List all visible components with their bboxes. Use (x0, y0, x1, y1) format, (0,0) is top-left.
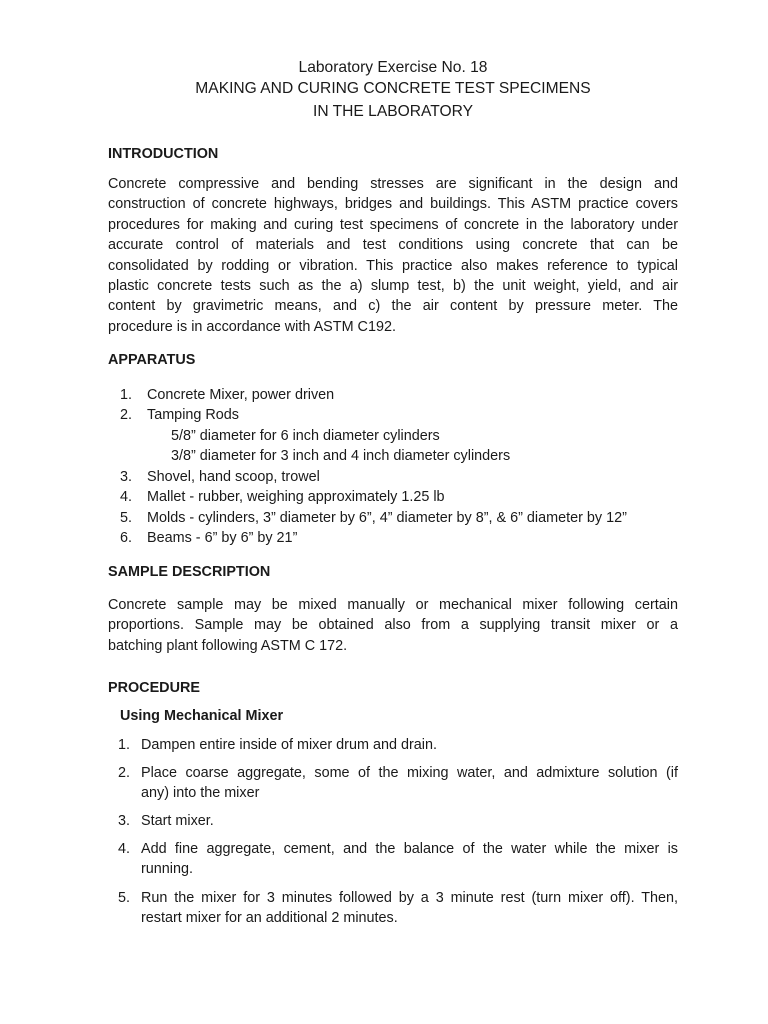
list-number: 6. (120, 530, 133, 546)
step-text (141, 839, 678, 880)
step-number: 3. (118, 813, 131, 829)
step-line: Dampen entire inside of mixer drum and drain. (141, 737, 437, 753)
list-text: Molds - cylinders, 3” diameter by 6”, 4” diameter by 8”, & 6” diameter by 12” (147, 510, 627, 526)
list-number: 3. (120, 469, 133, 485)
step-line: Run the mixer for 3 minutes followed by a 3 minute rest (turn mixer off). Then, (141, 890, 678, 906)
paragraph-line: proportions. Sample may be obtained also from a supplying transit mixer or a (108, 617, 678, 634)
section-heading-apparatus: APPARATUS (108, 352, 196, 368)
step-text (141, 888, 678, 929)
step-text (141, 735, 678, 755)
section-heading-introduction: INTRODUCTION (108, 146, 219, 162)
step-line: Start mixer. (141, 813, 214, 829)
step-line: restart mixer for an additional 2 minutes. (141, 910, 398, 927)
paragraph-line: plastic concrete tests such as the a) slump test, b) the unit weight, yield, and air (108, 277, 678, 294)
paragraph-line: procedures for making and curing test specimens of concrete in the laboratory under (108, 216, 678, 233)
list-sub-item: 3/8” diameter for 3 inch and 4 inch diameter cylinders (171, 448, 511, 464)
document-page (108, 0, 678, 1024)
section-heading-sample-description: SAMPLE DESCRIPTION (108, 564, 271, 580)
list-text: Mallet - rubber, weighing approximately 1.25 lb (147, 489, 445, 505)
document-title: MAKING AND CURING CONCRETE TEST SPECIMENS (195, 80, 591, 97)
list-text: Tamping Rods (147, 407, 239, 423)
list-number: 2. (120, 407, 133, 423)
paragraph-line: accurate control of materials and test conditions using concrete that can be (108, 237, 678, 254)
step-line: any) into the mixer (141, 785, 260, 802)
step-number: 4. (118, 841, 131, 857)
list-number: 5. (120, 510, 133, 526)
paragraph-line: consolidated by rodding or vibration. This practice also makes reference to typical (108, 257, 678, 274)
step-number: 1. (118, 737, 131, 753)
document-title-line2: IN THE LABORATORY (312, 103, 474, 120)
sample-description-paragraph (108, 595, 678, 656)
list-text: Shovel, hand scoop, trowel (147, 469, 320, 485)
list-text: Concrete Mixer, power driven (147, 387, 335, 403)
procedure-subheading: Using Mechanical Mixer (120, 708, 284, 724)
step-text (141, 763, 678, 804)
paragraph-line: content by gravimetric means, and c) the air content by pressure meter. The (108, 298, 678, 315)
list-number: 4. (120, 489, 133, 505)
paragraph-line: Concrete sample may be mixed manually or mechanical mixer following certain (108, 597, 678, 613)
step-text (141, 811, 678, 831)
paragraph-line: Concrete compressive and bending stresses are significant in the design and (108, 176, 678, 192)
list-text: Beams - 6” by 6” by 21” (147, 530, 298, 546)
step-line: Add fine aggregate, cement, and the balance of the water while the mixer is (141, 841, 678, 857)
section-heading-procedure: PROCEDURE (108, 680, 200, 696)
step-number: 5. (118, 890, 131, 906)
paragraph-line: construction of concrete highways, bridges and buildings. This ASTM practice covers (108, 196, 678, 213)
introduction-paragraph (108, 174, 678, 337)
step-line: running. (141, 861, 194, 878)
step-number: 2. (118, 765, 131, 781)
list-number: 1. (120, 387, 133, 403)
step-line: Place coarse aggregate, some of the mixing water, and admixture solution (if (141, 765, 678, 781)
list-sub-item: 5/8” diameter for 6 inch diameter cylinders (171, 428, 440, 444)
paragraph-line: procedure is in accordance with ASTM C192. (108, 318, 396, 335)
paragraph-line: batching plant following ASTM C 172. (108, 637, 348, 654)
exercise-number: Laboratory Exercise No. 18 (298, 59, 488, 76)
